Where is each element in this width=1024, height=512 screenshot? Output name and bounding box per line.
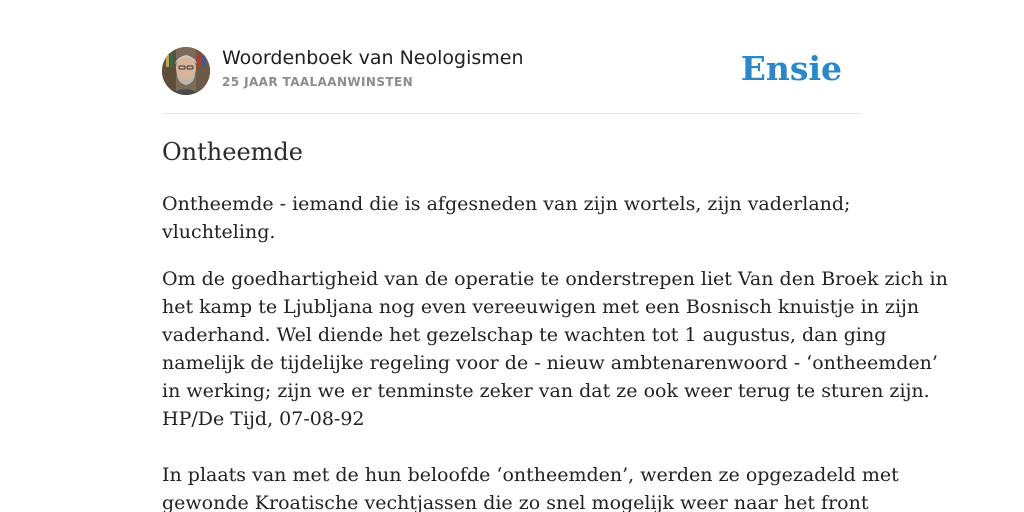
definition-text [162, 190, 862, 246]
quote-line: in werking; zijn we er tenminste zeker van dat ze ook weer terug te sturen zijn. [162, 380, 930, 402]
page-title: Ontheemde [162, 138, 303, 166]
site-title[interactable]: Woordenboek van Neologismen [222, 47, 524, 69]
avatar-portrait-icon [162, 47, 210, 95]
quote-line: In plaats van met de hun beloofde ‘ontheemden’, werden ze opgezadeld met [162, 464, 899, 486]
definition-line: vluchteling. [162, 221, 276, 243]
header-divider [162, 113, 862, 114]
author-avatar[interactable] [162, 47, 210, 95]
definition-line: Ontheemde - iemand die is afgesneden van zijn wortels, zijn vaderland; [162, 193, 851, 215]
quote-line: Om de goedhartigheid van de operatie te onderstrepen liet Van den Broek zich in [162, 268, 948, 290]
quote-line: namelijk de tijdelijke regeling voor de - nieuw ambtenarenwoord - ‘ontheemden’ [162, 352, 938, 374]
quote-block-2 [162, 461, 899, 512]
ensie-logo[interactable]: Ensie [740, 49, 842, 88]
quote-line: vaderhand. Wel diende het gezelschap te wachten tot 1 augustus, dan ging [162, 324, 887, 346]
site-header [162, 46, 862, 96]
quote-block [162, 265, 948, 433]
quote-source: HP/De Tijd, 07-08-92 [162, 408, 365, 430]
site-subtitle: 25 JAAR TAALAANWINSTEN [222, 75, 414, 89]
quote-line: gewonde Kroatische vechtjassen die zo snel mogelijk weer naar het front [162, 492, 869, 512]
quote-line: het kamp te Ljubljana nog even vereeuwigen met een Bosnisch knuistje in zijn [162, 296, 920, 318]
